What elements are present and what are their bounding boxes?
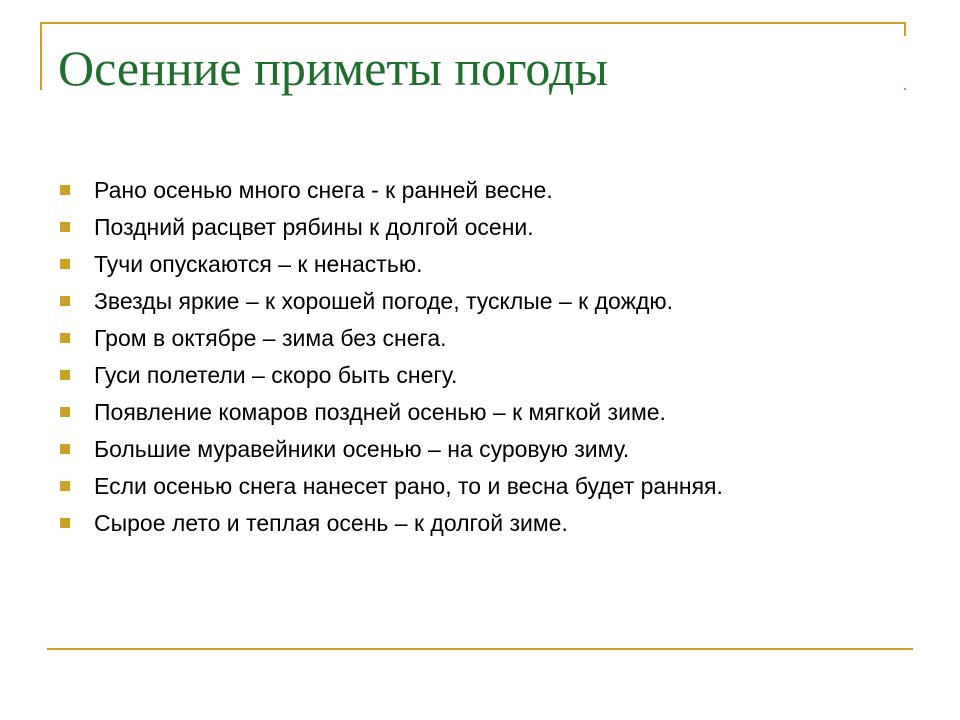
bullet-text: Гром в октябре – зима без снега. [94,325,447,351]
square-bullet-icon [60,185,70,195]
list-item [60,468,723,505]
frame-left-line [40,22,42,90]
list-item [60,246,723,283]
bullet-text: Большие муравейники осенью – на суровую зиму. [94,436,630,462]
bullet-text: Появление комаров поздней осенью – к мягкой зиме. [94,399,666,425]
slide-title: Осенние приметы погоды [58,40,608,96]
list-item [60,320,723,357]
square-bullet-icon [60,481,70,491]
bullet-text: Звезды яркие – к хорошей погоде, тусклые – к дождю. [94,288,674,314]
bullet-text: Рано осенью много снега - к ранней весне. [94,177,553,203]
square-bullet-icon [60,259,70,269]
bullet-text: Гуси полетели – скоро быть снегу. [94,362,458,388]
square-bullet-icon [60,444,70,454]
list-item [60,431,723,468]
bullet-text: Сырое лето и теплая осень – к долгой зиме. [94,510,568,536]
frame-right-line [904,22,906,36]
list-item [60,172,723,209]
bullet-text: Тучи опускаются – к ненастью. [94,251,423,277]
square-bullet-icon [60,333,70,343]
frame-right-tick [904,88,906,90]
bullet-text: Если осенью снега нанесет рано, то и весна будет ранняя. [94,473,723,499]
list-item [60,283,723,320]
square-bullet-icon [60,222,70,232]
square-bullet-icon [60,370,70,380]
list-item [60,505,723,542]
square-bullet-icon [60,296,70,306]
bullet-text: Поздний расцвет рябины к долгой осени. [94,214,534,240]
list-item [60,357,723,394]
frame-top-line [40,22,906,24]
square-bullet-icon [60,407,70,417]
list-item [60,394,723,431]
frame-bottom-line [47,648,913,650]
bullet-list [60,172,723,542]
square-bullet-icon [60,518,70,528]
list-item [60,209,723,246]
